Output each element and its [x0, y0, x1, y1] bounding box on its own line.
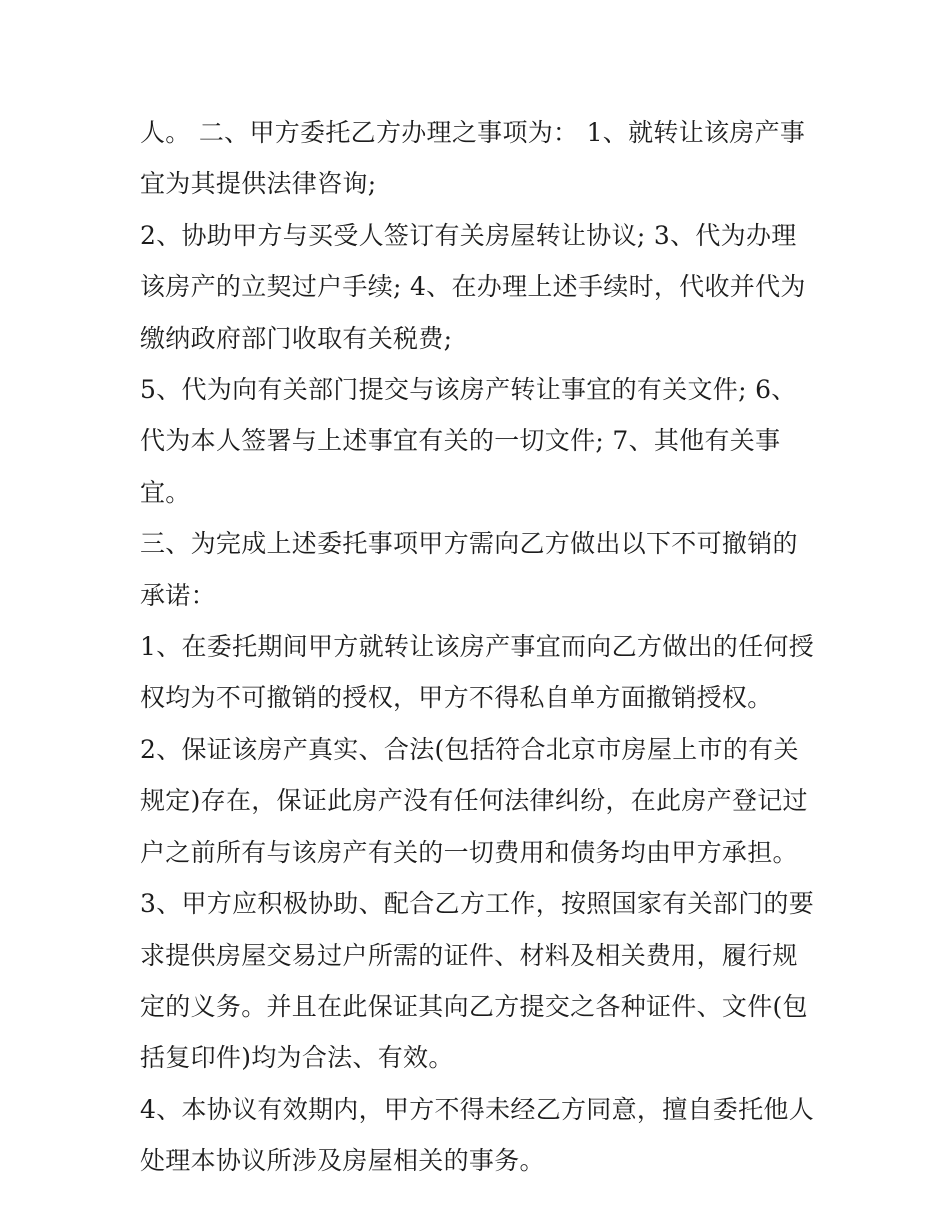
- document-body: [140, 107, 820, 1187]
- paragraph-items-5-7: 5、代为向有关部门提交与该房产转让事宜的有关文件; 6、代为本人签署与上述事宜有关的一切文件; 7、其他有关事宜。: [140, 375, 797, 507]
- paragraph-commitment-3: 3、甲方应积极协助、配合乙方工作，按照国家有关部门的要求提供房屋交易过户所需的证件、材料及相关费用，履行规定的义务。并且在此保证其向乙方提交之各种证件、文件(包括复印件)均为合法、有效。: [140, 889, 815, 1073]
- paragraph-entrusted-matters: 人。 二、甲方委托乙方办理之事项为： 1、就转让该房产事宜为其提供法律咨询;: [140, 118, 806, 199]
- paragraph-commitment-4: 4、本协议有效期内，甲方不得未经乙方同意，擅自委托他人处理本协议所涉及房屋相关的事务。: [140, 1094, 815, 1176]
- paragraph-commitment-2: 2、保证该房产真实、合法(包括符合北京市房屋上市的有关规定)存在，保证此房产没有任何法律纠纷，在此房产登记过户之前所有与该房产有关的一切费用和债务均由甲方承担。: [140, 734, 808, 867]
- paragraph-section-three-heading: 三、为完成上述委托事项甲方需向乙方做出以下不可撤销的承诺：: [140, 529, 798, 610]
- paragraph-items-2-4: 2、协助甲方与买受人签订有关房屋转让协议; 3、代为办理该房产的立契过户手续; 4、在办理上述手续时，代收并代为缴纳政府部门收取有关税费;: [140, 220, 806, 353]
- paragraph-commitment-1: 1、在委托期间甲方就转让该房产事宜而向乙方做出的任何授权均为不可撤销的授权，甲方不得私自单方面撤销授权。: [140, 632, 815, 713]
